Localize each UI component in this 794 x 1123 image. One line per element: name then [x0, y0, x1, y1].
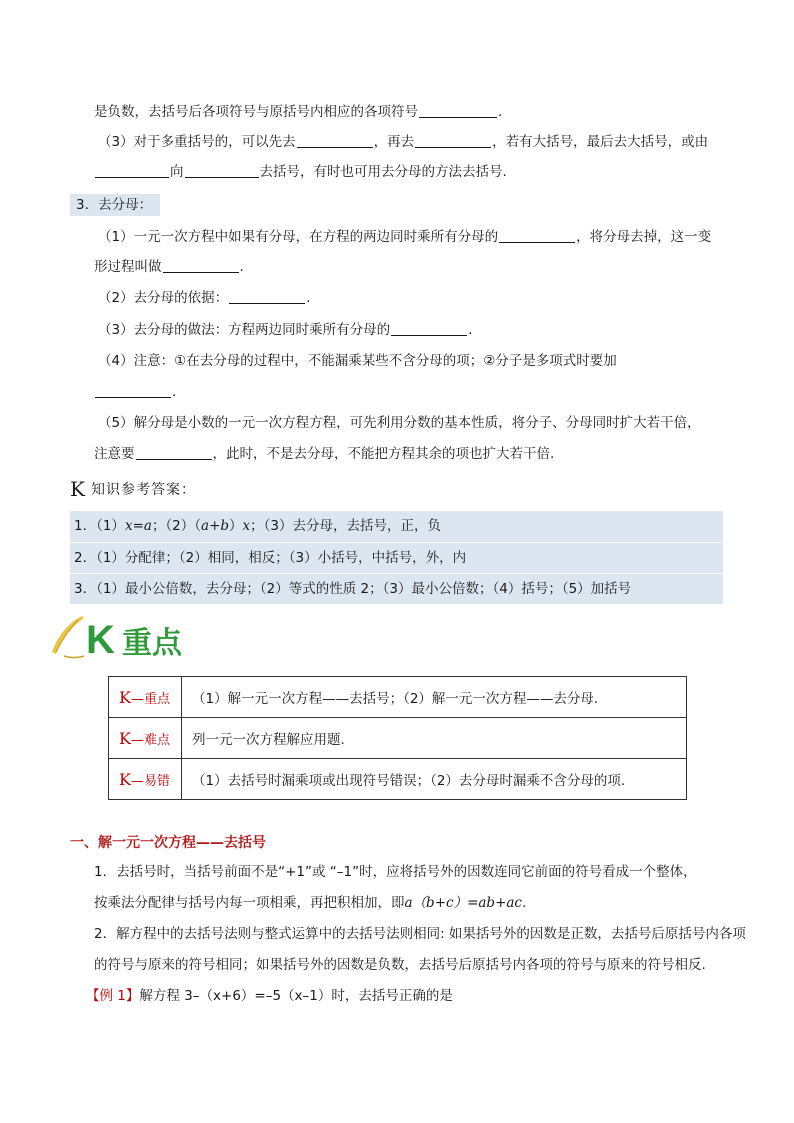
text: x	[242, 518, 251, 534]
row-text: （1）去括号时漏乘项或出现符号错误；（2）去分母时漏乘不含分母的项.	[182, 759, 687, 800]
text: 去括号，有时也可用去分母的方法去括号.	[259, 164, 507, 180]
key-points-logo	[44, 612, 194, 664]
text-line	[98, 413, 701, 433]
k-mark: K	[119, 769, 131, 789]
fill-blank	[95, 163, 169, 178]
k-mark: K	[119, 687, 131, 707]
answer-row: 2．（1）分配律；（2）相同，相反；（3）小括号，中括号，外，内	[70, 542, 723, 572]
table-row	[109, 718, 687, 759]
text: .	[172, 384, 177, 400]
text: a	[143, 518, 152, 534]
example-tag: 【例 1】	[86, 988, 140, 1004]
text-line	[94, 257, 244, 277]
answer-row	[70, 511, 723, 541]
text: ，此时，不是去分母，不能把方程其余的项也扩大若干倍.	[212, 446, 555, 462]
text: （3）对于多重括号的，可以先去	[98, 134, 296, 150]
label: —难点	[130, 732, 170, 748]
text: 是负数，去括号后各项符号与原括号内相应的各项符号	[94, 104, 418, 120]
text: ；（3）去分母，去括号，正，负	[250, 518, 442, 534]
row-text: （1）解一元一次方程——去括号；（2）解一元一次方程——去分母.	[182, 677, 687, 718]
row-text: 列一元一次方程解应用题.	[182, 718, 687, 759]
table-row	[109, 677, 687, 718]
k-mark: K	[70, 477, 85, 501]
row-label	[109, 718, 182, 759]
text-line	[98, 227, 711, 247]
key-points-table	[108, 676, 687, 800]
fill-blank	[163, 258, 239, 273]
answers-box	[70, 511, 723, 604]
text-line	[86, 986, 453, 1006]
text: （3）去分母的做法：方程两边同时乘所有分母的	[98, 322, 391, 338]
text: （4）注意：①在去分母的过程中，不能漏乘某些不含分母的项；②分子是多项式时要加	[98, 353, 617, 369]
text: x	[124, 518, 133, 534]
text: .	[239, 259, 244, 275]
text: 1．（1）	[74, 518, 125, 534]
formula: a（b+c）=ab+ac	[404, 895, 522, 911]
text: a+b	[201, 518, 230, 534]
text-line: 的符号与原来的符号相同；如果括号外的因数是负数，去括号后原括号内各项的符号与原来的符号相反.	[94, 957, 706, 973]
text: =	[132, 518, 144, 534]
text: ，若有大括号，最后去大括号，或由	[492, 134, 709, 150]
text: ，将分母去掉，这一变	[576, 229, 712, 245]
text: .	[468, 322, 473, 338]
text: .	[522, 895, 527, 911]
text: 解方程 3–（x+6）=–5（x–1）时，去括号正确的是	[139, 988, 453, 1004]
text: 形过程叫做	[94, 259, 162, 275]
answers-title: 知识参考答案：	[90, 482, 196, 498]
text-line	[98, 351, 617, 371]
fill-blank	[185, 163, 259, 178]
text-line	[94, 444, 554, 464]
fill-blank	[419, 103, 497, 118]
text-line	[94, 162, 507, 182]
text: （1）一元一次方程中如果有分母，在方程的两边同时乘所有分母的	[98, 229, 499, 245]
text: ）	[229, 518, 243, 534]
fill-blank	[391, 321, 467, 336]
part-heading: 一、解一元一次方程——去括号	[70, 835, 266, 851]
text: （2）去分母的依据：	[98, 290, 229, 306]
row-label	[109, 677, 182, 718]
k-mark: K	[119, 728, 131, 748]
text-line	[98, 320, 472, 340]
fill-blank	[499, 228, 575, 243]
fill-blank	[95, 383, 171, 398]
text: ；（2）（	[151, 518, 202, 534]
text-line	[94, 382, 176, 402]
text: .	[306, 290, 311, 306]
fill-blank	[415, 133, 491, 148]
row-label	[109, 759, 182, 800]
text-line: 2．解方程中的去括号法则与整式运算中的去括号法则相同: 如果括号外的因数是正数，去括号后原括号内各项	[94, 926, 746, 942]
table-row	[109, 759, 687, 800]
fill-blank	[297, 133, 373, 148]
label: —易错	[130, 773, 170, 789]
text-line	[98, 288, 310, 308]
text: ，再去	[373, 134, 415, 150]
text: （5）解分母是小数的一元一次方程方程，可先利用分数的基本性质，将分子、分母同时扩大若干倍，	[98, 415, 701, 431]
answer-row: 3．（1）最小公倍数，去分母；（2）等式的性质 2；（3）最小公倍数；（4）括号；（5）加括号	[70, 573, 723, 603]
text: 向	[170, 164, 184, 180]
text-line: 1．去括号时，当括号前面不是“+1”或 “–1”时，应将括号外的因数连同它前面的符号看成一个整体，	[94, 864, 697, 880]
logo-k: K	[86, 618, 115, 662]
text: .	[498, 104, 503, 120]
text: 注意要	[94, 446, 135, 462]
section-heading: 3．去分母：	[70, 194, 160, 216]
logo-title: 重点	[122, 626, 182, 661]
label: —重点	[130, 691, 170, 707]
answers-heading	[70, 478, 196, 501]
text-line	[98, 132, 708, 152]
fill-blank	[136, 445, 212, 460]
text-line	[94, 102, 502, 122]
text: 按乘法分配律与括号内每一项相乘，再把积相加，即	[94, 895, 405, 911]
text-line	[94, 893, 526, 913]
fill-blank	[229, 289, 305, 304]
